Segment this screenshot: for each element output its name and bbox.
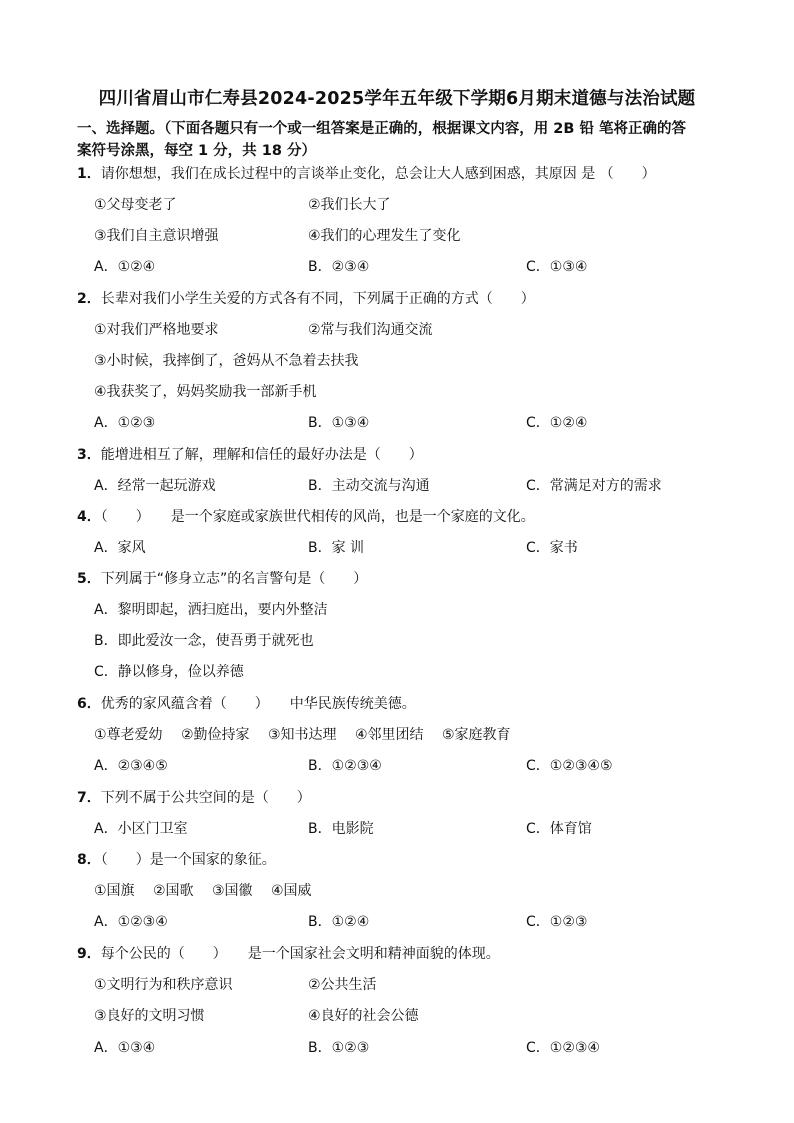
q1-choice-a: A．①②④ bbox=[94, 259, 156, 275]
question-3 bbox=[77, 446, 423, 464]
question-stem: （ ） 是一个家庭或家族世代相传的风尚，也是一个家庭的文化。 bbox=[100, 509, 535, 525]
question-7 bbox=[77, 789, 311, 807]
question-stem: 请你想想，我们在成长过程中的言谈举止变化，总会让大人感到困惑，其原因 是 （ ） bbox=[100, 166, 656, 182]
q9-choice-b: B．①②③ bbox=[308, 1040, 370, 1056]
section-heading-line-2: 案符号涂黑，每空 1 分，共 18 分） bbox=[77, 143, 316, 159]
question-stem: 能增进相互了解，理解和信任的最好办法是（ ） bbox=[100, 447, 423, 463]
q1-item-3: ③我们自主意识增强 bbox=[94, 228, 219, 244]
q9-item-2: ②公共生活 bbox=[308, 977, 377, 993]
question-number: 7． bbox=[77, 790, 101, 806]
q9-item-4: ④良好的社会公德 bbox=[308, 1008, 419, 1024]
q4-choice-a: A．家风 bbox=[94, 540, 146, 556]
question-5 bbox=[77, 570, 367, 588]
question-number: 9． bbox=[77, 946, 101, 962]
q6-choice-b: B．①②③④ bbox=[308, 758, 382, 774]
q8-choice-c: C．①②③ bbox=[526, 914, 588, 930]
question-8 bbox=[77, 851, 276, 869]
section-heading-line-1: 一、选择题。（下面各题只有一个或一组答案是正确的，根据课文内容，用 2B 铅 笔将正确的答 bbox=[77, 121, 687, 137]
question-stem: 每个公民的（ ） 是一个国家社会文明和精神面貌的体现。 bbox=[100, 946, 500, 962]
q9-choice-c: C．①②③④ bbox=[526, 1040, 600, 1056]
q2-item-1: ①对我们严格地要求 bbox=[94, 322, 219, 338]
q3-choice-b: B．主动交流与沟通 bbox=[308, 478, 430, 494]
question-9 bbox=[77, 945, 500, 963]
q2-item-4: ④我获奖了，妈妈奖励我一部新手机 bbox=[94, 384, 317, 400]
section-heading bbox=[77, 118, 777, 162]
q2-choice-c: C．①②④ bbox=[526, 415, 588, 431]
q9-item-3: ③良好的文明习惯 bbox=[94, 1008, 205, 1024]
q6-choice-c: C．①②③④⑤ bbox=[526, 758, 613, 774]
q2-choice-b: B．①③④ bbox=[308, 415, 370, 431]
exam-title: 四川省眉山市仁寿县2024-2025学年五年级下学期6月期末道德与法治试题 bbox=[98, 89, 696, 109]
q3-choice-a: A．经常一起玩游戏 bbox=[94, 478, 216, 494]
question-2 bbox=[77, 290, 535, 308]
q8-items: ①国旗 ②国歌 ③国徽 ④国威 bbox=[94, 883, 312, 899]
q4-choice-b: B．家 训 bbox=[308, 540, 365, 556]
question-stem: 下列属于“修身立志”的名言警句是（ ） bbox=[100, 571, 368, 587]
q1-item-2: ②我们长大了 bbox=[308, 197, 391, 213]
q4-choice-c: C．家书 bbox=[526, 540, 578, 556]
q5-choice-b: B．即此爱汝一念，使吾勇于就死也 bbox=[94, 633, 314, 649]
question-stem: （ ）是一个国家的象征。 bbox=[100, 852, 276, 868]
question-number: 1． bbox=[77, 166, 101, 182]
q5-choice-c: C．静以修身，俭以养德 bbox=[94, 664, 244, 680]
question-1 bbox=[77, 165, 656, 183]
q1-choice-b: B．②③④ bbox=[308, 259, 370, 275]
question-stem: 长辈对我们小学生关爱的方式各有不同，下列属于正确的方式（ ） bbox=[100, 291, 535, 307]
q3-choice-c: C．常满足对方的需求 bbox=[526, 478, 662, 494]
q5-choice-a: A．黎明即起，洒扫庭出，要内外整洁 bbox=[94, 602, 328, 618]
question-stem: 下列不属于公共空间的是（ ） bbox=[100, 790, 311, 806]
q9-choice-a: A．①③④ bbox=[94, 1040, 156, 1056]
q2-choice-a: A．①②③ bbox=[94, 415, 156, 431]
q8-choice-a: A．①②③④ bbox=[94, 914, 168, 930]
q1-item-4: ④我们的心理发生了变化 bbox=[308, 228, 461, 244]
question-number: 3． bbox=[77, 447, 101, 463]
question-number: 6． bbox=[77, 696, 101, 712]
question-number: 5． bbox=[77, 571, 101, 587]
question-4 bbox=[77, 508, 535, 526]
question-stem: 优秀的家风蕴含着（ ） 中华民族传统美德。 bbox=[100, 696, 416, 712]
q7-choice-c: C．体育馆 bbox=[526, 821, 592, 837]
q8-choice-b: B．①②④ bbox=[308, 914, 370, 930]
q6-items: ①尊老爱幼 ②勤俭持家 ③知书达理 ④邻里团结 ⑤家庭教育 bbox=[94, 727, 511, 743]
q2-item-2: ②常与我们沟通交流 bbox=[308, 322, 433, 338]
question-number: 8． bbox=[77, 852, 101, 868]
q7-choice-a: A．小区门卫室 bbox=[94, 821, 188, 837]
q1-choice-c: C．①③④ bbox=[526, 259, 588, 275]
question-number: 2． bbox=[77, 291, 101, 307]
question-number: 4． bbox=[77, 509, 101, 525]
q1-item-1: ①父母变老了 bbox=[94, 197, 177, 213]
q9-item-1: ①文明行为和秩序意识 bbox=[94, 977, 233, 993]
q2-item-3: ③小时候，我摔倒了，爸妈从不急着去扶我 bbox=[94, 353, 359, 369]
q7-choice-b: B．电影院 bbox=[308, 821, 374, 837]
q6-choice-a: A．②③④⑤ bbox=[94, 758, 168, 774]
question-6 bbox=[77, 695, 416, 713]
